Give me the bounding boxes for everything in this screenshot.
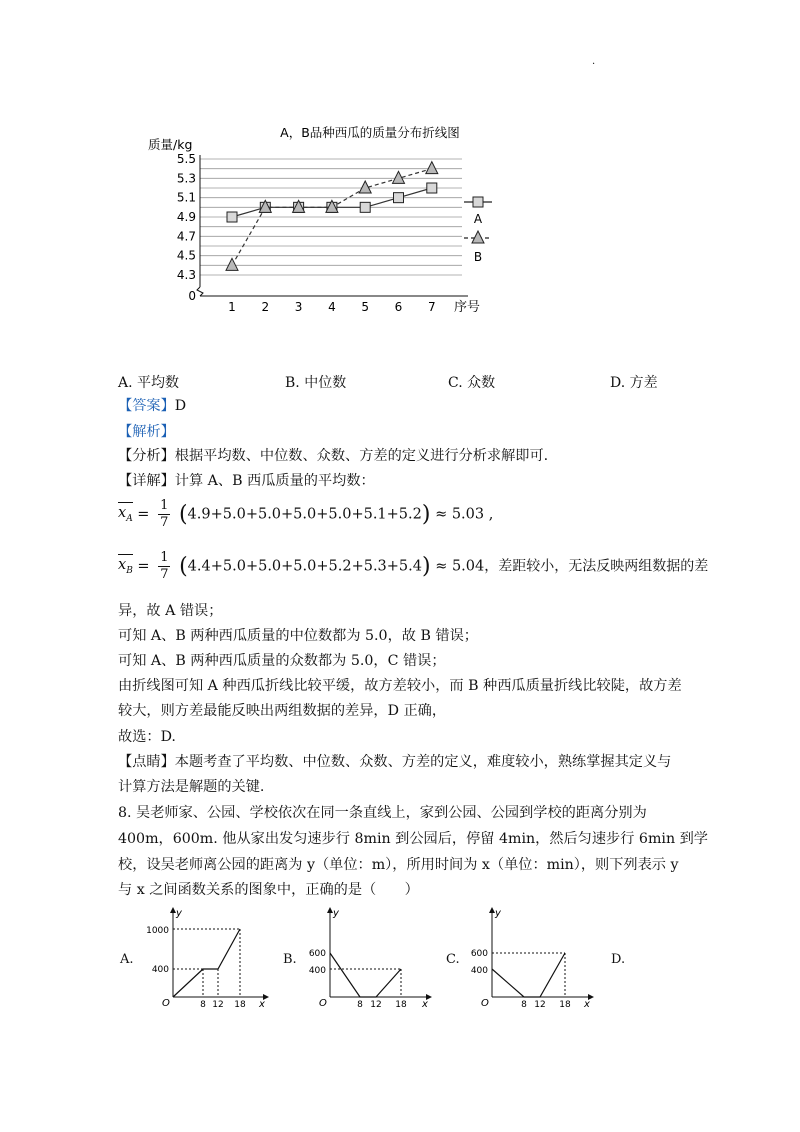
point-b bbox=[226, 258, 238, 270]
text-line: 异，故 A 错误； bbox=[118, 603, 223, 619]
origin-label: O bbox=[319, 998, 327, 1009]
x-tick: 8 bbox=[521, 1000, 527, 1010]
graph-a bbox=[135, 905, 270, 1010]
question-line: 校，设吴老师离公园的距离为 y（单位：m），所用时间为 x（单位：min），则下列表示 y bbox=[118, 857, 679, 873]
x-tick: 12 bbox=[534, 1000, 546, 1010]
fenxi-line bbox=[118, 446, 548, 466]
point-a bbox=[360, 202, 370, 212]
x-tick-label: 1 bbox=[228, 300, 236, 314]
fenxi-bracket: 【分析】 bbox=[118, 448, 175, 464]
y-var: y bbox=[333, 908, 339, 919]
y-tick-label: 4.5 bbox=[176, 248, 196, 263]
y-tick-labels bbox=[177, 152, 196, 303]
y-tick: 600 bbox=[308, 949, 326, 959]
option-b: B. 中位数 bbox=[285, 375, 347, 391]
y-tick-label: 0 bbox=[188, 289, 196, 303]
x-tick-label: 2 bbox=[261, 300, 270, 314]
y-tick-label: 5.1 bbox=[176, 190, 196, 205]
text-line: 可知 A、B 两种西瓜质量的中位数都为 5.0，故 B 错误； bbox=[118, 628, 478, 644]
answer-bracket: 【答案】 bbox=[118, 398, 175, 414]
x-tick: 18 bbox=[395, 1000, 407, 1010]
y-tick: 600 bbox=[470, 949, 488, 959]
answer-value: D bbox=[174, 398, 187, 414]
result-a: ≈ 5.03 , bbox=[435, 506, 494, 523]
xiangjie-bracket: 【详解】 bbox=[118, 473, 175, 489]
origin-label: O bbox=[481, 998, 489, 1009]
question-line: 400m，600m. 他从家出发匀速步行 8min 到公园后，停留 4min，然后匀速步行 6min 到学 bbox=[118, 831, 708, 847]
result-b: ≈ 5.04 bbox=[435, 558, 485, 575]
x-var: x bbox=[422, 999, 428, 1010]
text-line: 较大，则方差最能反映出两组数据的差异，D 正确， bbox=[118, 703, 447, 719]
x-tick: 12 bbox=[212, 1000, 224, 1010]
answer-line bbox=[118, 396, 186, 416]
fraction-a: $\frac{1}{7}$ bbox=[160, 498, 169, 530]
point-b bbox=[426, 162, 438, 174]
y-var: y bbox=[495, 908, 501, 919]
fenxi-text: 根据平均数、中位数、众数、方差的定义进行分析求解即可. bbox=[174, 448, 549, 464]
x-axis-label: 序号 bbox=[454, 300, 481, 315]
y-tick-label: 4.7 bbox=[176, 229, 196, 244]
point-a bbox=[427, 183, 437, 193]
x-tick: 8 bbox=[357, 1000, 363, 1010]
grid-lines bbox=[200, 159, 462, 275]
x-tick-label: 6 bbox=[394, 300, 403, 314]
x-tick-labels bbox=[228, 300, 435, 314]
graph-c-line bbox=[492, 953, 565, 997]
x-tick-label: 5 bbox=[361, 300, 370, 314]
text-line: 由折线图可知 A 种西瓜折线比较平缓，故方差较小，而 B 种西瓜质量折线比较陡，故方差 bbox=[118, 678, 682, 694]
y-tick-label: 4.3 bbox=[176, 268, 196, 282]
x-tick: 18 bbox=[559, 1000, 571, 1010]
xbar-b: $x_B$ bbox=[118, 557, 133, 576]
y-tick: 400 bbox=[151, 965, 169, 975]
legend-marker-a bbox=[473, 197, 483, 207]
option-d: D. 方差 bbox=[610, 375, 658, 391]
xiangjie-line bbox=[118, 471, 375, 491]
x-var: x bbox=[259, 999, 265, 1010]
x-tick-label: 3 bbox=[294, 300, 303, 314]
question-line: 与 x 之间函数关系的图象中，正确的是（ ） bbox=[118, 882, 419, 898]
point-a bbox=[394, 193, 404, 203]
y-var: y bbox=[176, 908, 182, 919]
graph-b bbox=[298, 905, 433, 1010]
graph-c-label: C. bbox=[446, 952, 460, 967]
y-tick: 1000 bbox=[146, 926, 169, 936]
result-b-tail: ，差距较小，无法反映两组数据的差 bbox=[484, 558, 709, 575]
xbar-a: $x_A$ bbox=[118, 505, 133, 524]
chart-title: A，B品种西瓜的质量分布折线图 bbox=[280, 125, 460, 140]
y-axis-label: 质量/kg bbox=[148, 137, 193, 152]
y-tick-label: 5.3 bbox=[176, 171, 196, 186]
dianjing-line-2: 计算方法是解题的关键. bbox=[118, 779, 265, 795]
origin-label: O bbox=[162, 998, 170, 1009]
question-line: 8. 吴老师家、公园、学校依次在同一条直线上，家到公园、公园到学校的距离分别为 bbox=[118, 805, 647, 821]
sum-b: 4.4+5.0+5.0+5.0+5.2+5.3+5.4 bbox=[187, 558, 422, 575]
line-chart bbox=[140, 115, 510, 325]
x-tick-label: 7 bbox=[427, 300, 436, 314]
graph-d-label: D. bbox=[611, 952, 626, 967]
graph-a-label: A. bbox=[120, 952, 134, 967]
x-tick: 18 bbox=[234, 1000, 246, 1010]
x-tick-label: 4 bbox=[328, 300, 336, 314]
x-var: x bbox=[584, 999, 590, 1010]
x-tick: 8 bbox=[200, 1000, 206, 1010]
analysis-bracket: 【解析】 bbox=[118, 424, 175, 440]
option-a: A. 平均数 bbox=[118, 375, 180, 391]
dianjing-text: 本题考查了平均数、中位数、众数、方差的定义，难度较小，熟练掌握其定义与 bbox=[174, 754, 672, 770]
y-tick: 400 bbox=[308, 966, 326, 976]
page-dot: . bbox=[592, 56, 596, 67]
graph-b-label: B. bbox=[283, 952, 297, 967]
chart-legend bbox=[464, 197, 492, 264]
y-tick-label: 5.5 bbox=[176, 152, 196, 166]
x-tick: 12 bbox=[370, 1000, 382, 1010]
formula-mean-a: $x_A$ = $\frac{1}{7}$ (4.9+5.0+5.0+5.0+5.0+5.1+5.2) ≈ 5.03 , bbox=[118, 498, 494, 530]
option-c: C. 众数 bbox=[448, 375, 496, 391]
text-line: 可知 A、B 两种西瓜质量的众数都为 5.0，C 错误； bbox=[118, 653, 446, 669]
formula-mean-b: $x_B$ = $\frac{1}{7}$ (4.4+5.0+5.0+5.0+5.2+5.3+5.4) ≈ 5.04，差距较小，无法反映两组数据的差 bbox=[118, 550, 709, 582]
graph-a-line bbox=[173, 929, 240, 997]
legend-marker-b bbox=[472, 231, 484, 243]
y-tick-label: 4.9 bbox=[176, 210, 196, 224]
xiangjie-text: 计算 A、B 西瓜质量的平均数： bbox=[174, 473, 375, 489]
graph-b-line bbox=[330, 953, 401, 997]
dianjing-line bbox=[118, 752, 671, 772]
axis-break bbox=[197, 287, 203, 296]
legend-label-b: B bbox=[473, 250, 483, 264]
legend-label-a: A bbox=[473, 212, 483, 226]
graph-c bbox=[460, 905, 595, 1010]
y-tick: 400 bbox=[470, 966, 488, 976]
sum-a: 4.9+5.0+5.0+5.0+5.0+5.1+5.2 bbox=[187, 506, 422, 523]
text-line: 故选：D. bbox=[118, 729, 176, 745]
dianjing-bracket: 【点睛】 bbox=[118, 754, 175, 770]
point-a bbox=[227, 212, 237, 222]
analysis-heading bbox=[118, 422, 175, 442]
fraction-b: $\frac{1}{7}$ bbox=[160, 550, 169, 582]
